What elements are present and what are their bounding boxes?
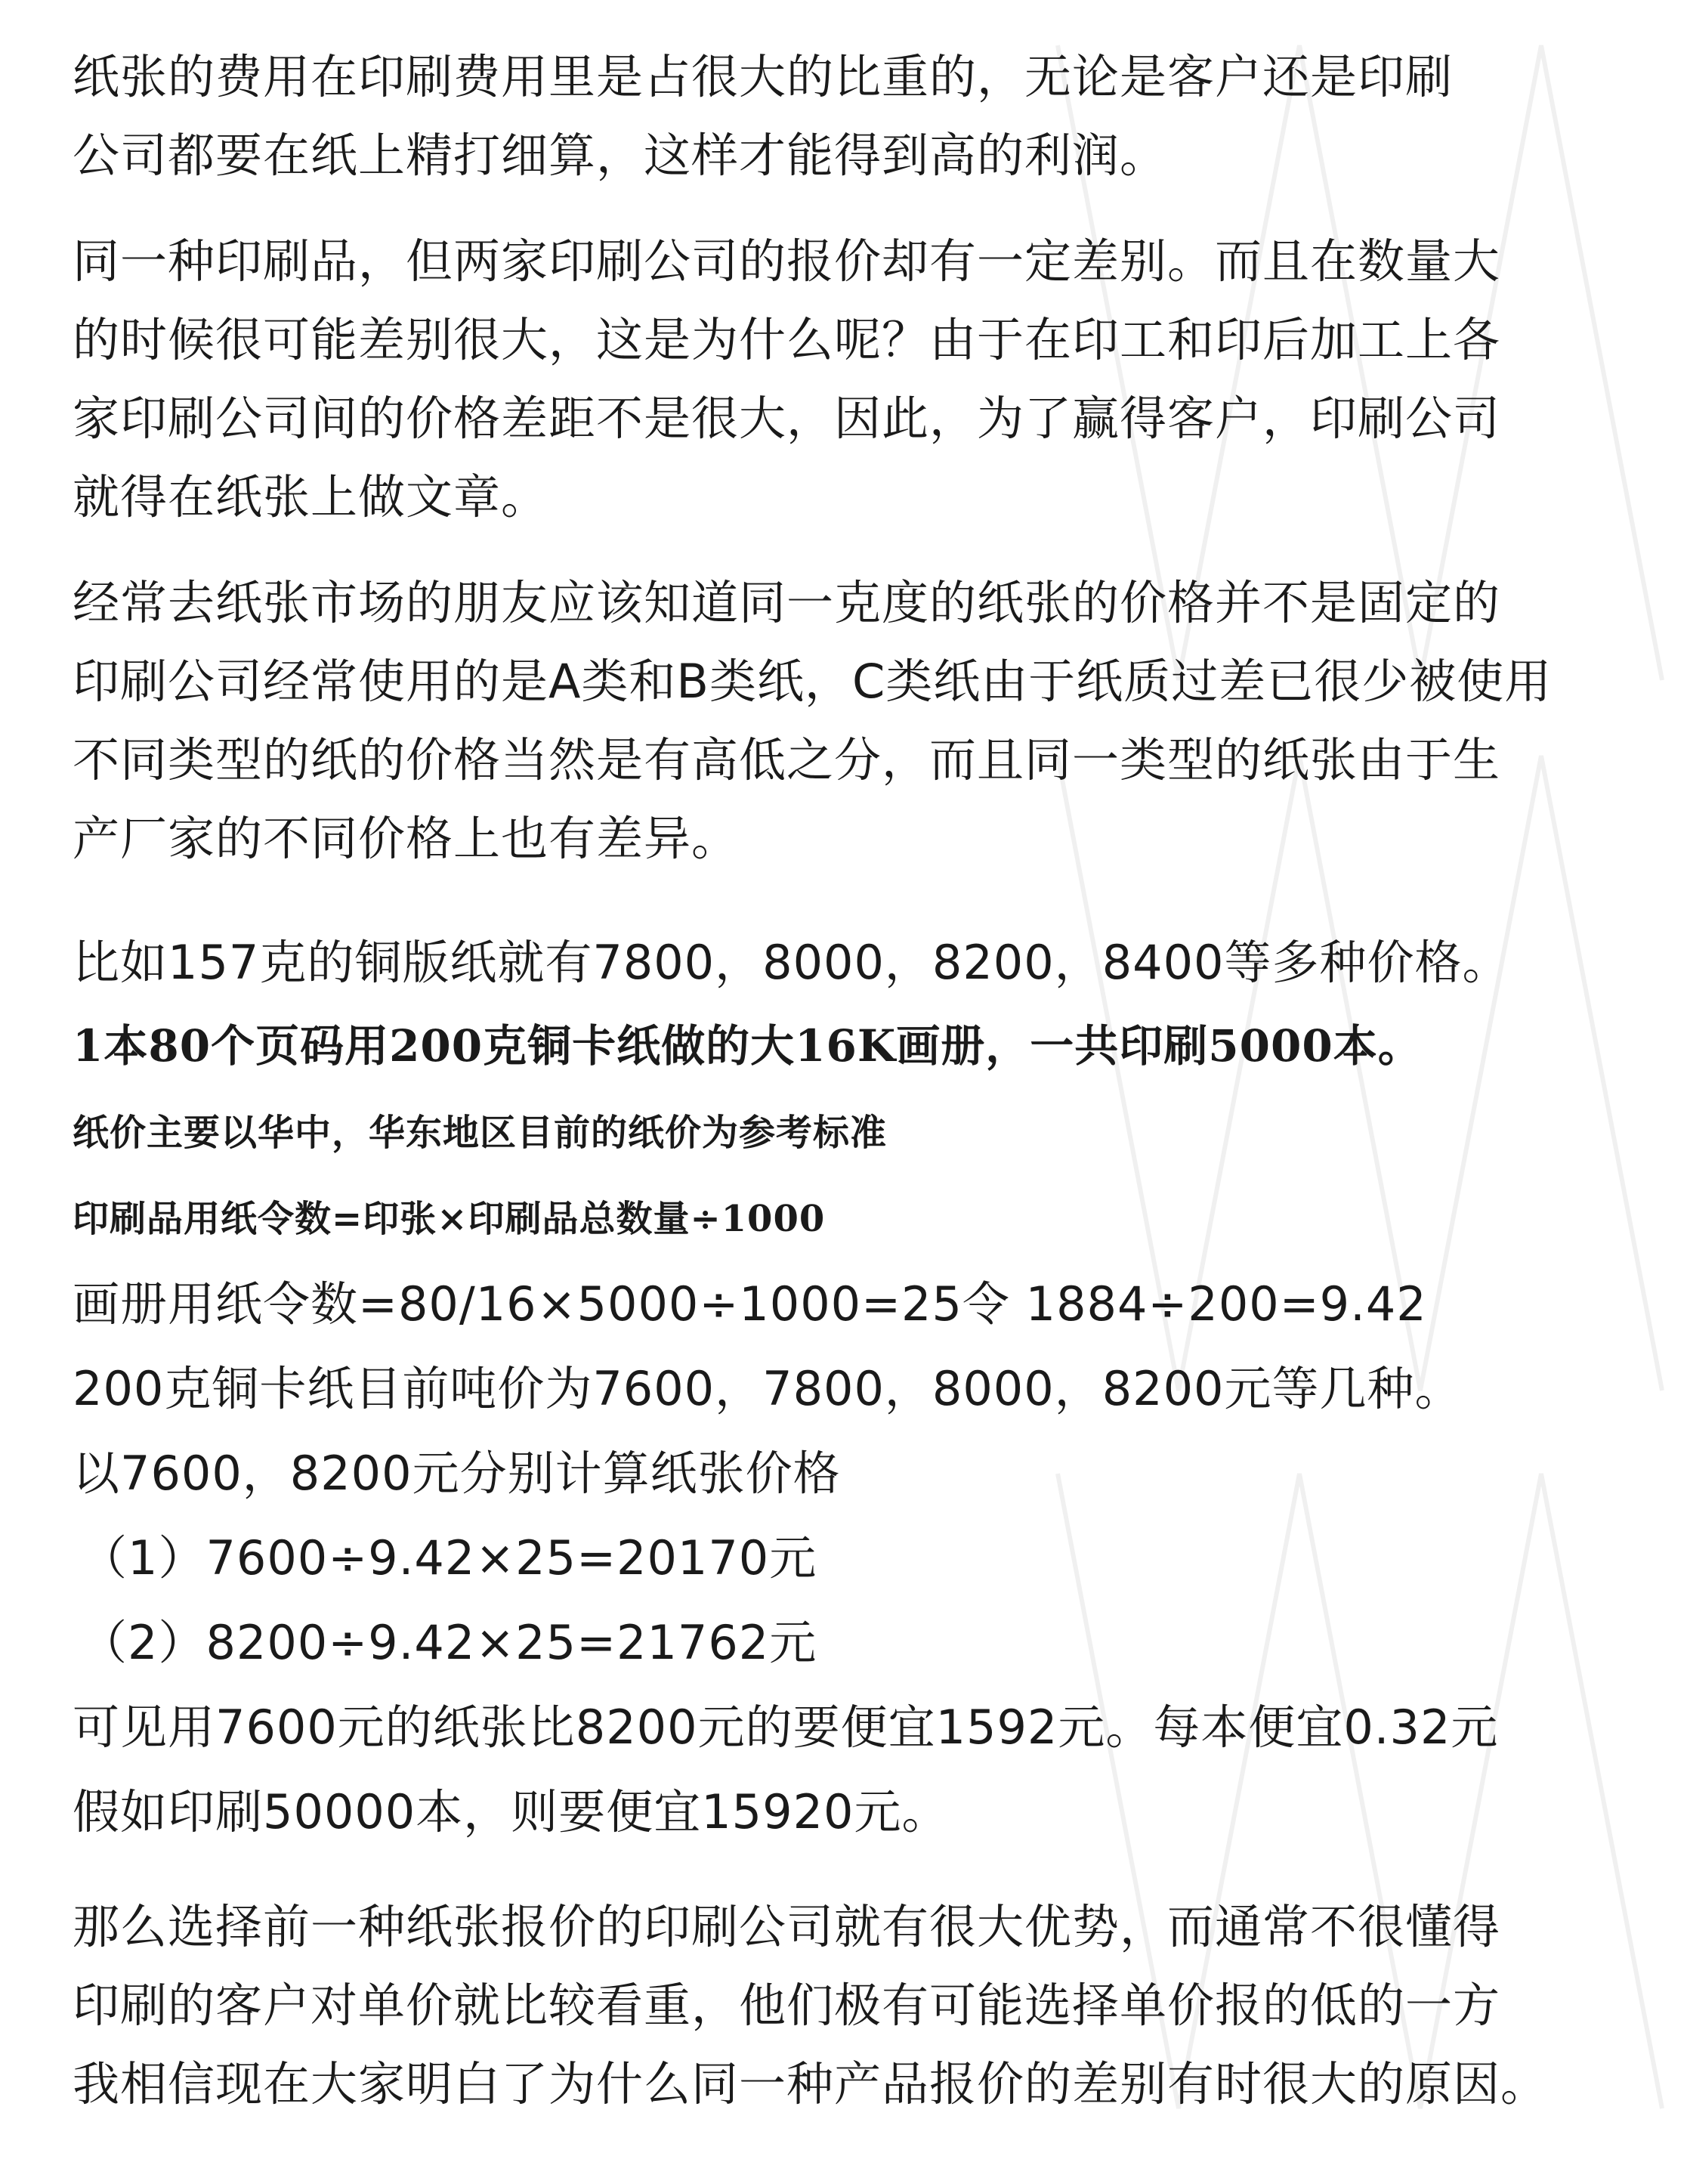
text-line: 公司都要在纸上精打细算，这样才能得到高的利润。: [73, 128, 1168, 183]
text-line: 我相信现在大家明白了为什么同一种产品报价的差别有时很大的原因。: [73, 2056, 1549, 2111]
text-line: 的时候很可能差别很大，这是为什么呢？由于在印工和印后加工上各: [73, 312, 1501, 367]
text-line: 那么选择前一种纸张报价的印刷公司就有很大优势，而通常不很懂得: [73, 1899, 1501, 1954]
text-line: 产厂家的不同价格上也有差异。: [73, 811, 740, 866]
paragraph-2: [73, 222, 1644, 537]
price-example: 比如157克的铜版纸就有7800，8000，8200，8400等多种价格。: [73, 935, 1510, 990]
price-reference-note: 纸价主要以华中，华东地区目前的纸价为参考标准: [73, 1112, 888, 1154]
ream-formula: 印刷品用纸令数=印张×印刷品总数量÷1000: [73, 1198, 826, 1240]
article-body: [73, 38, 1644, 2124]
text-line: 经常去纸张市场的朋友应该知道同一克度的纸张的价格并不是固定的: [73, 575, 1501, 630]
calculation-block: [73, 1262, 1644, 1855]
paragraph-4: [73, 1888, 1644, 2124]
calc-line: 画册用纸令数=80/16×5000÷1000=25令 1884÷200=9.42: [73, 1276, 1427, 1332]
text-line: 纸张的费用在印刷费用里是占很大的比重的，无论是客户还是印刷: [73, 49, 1454, 104]
calc-line: 以7600，8200元分别计算纸张价格: [73, 1446, 841, 1501]
text-line: 印刷公司经常使用的是A类和B类纸，C类纸由于纸质过差已很少被使用: [73, 654, 1553, 709]
paragraph-3: [73, 564, 1644, 878]
calc-line: （2）8200÷9.42×25=21762元: [80, 1615, 817, 1670]
calc-line: 假如印刷50000本，则要便宜15920元。: [73, 1784, 950, 1839]
text-line: 同一种印刷品，但两家印刷公司的报价却有一定差别。而且在数量大: [73, 234, 1501, 289]
text-line: 就得在纸张上做文章。: [73, 469, 549, 524]
text-line: 印刷的客户对单价就比较看重，他们极有可能选择单价报的低的一方: [73, 1978, 1501, 2033]
calc-line: 200克铜卡纸目前吨价为7600，7800，8000，8200元等几种。: [73, 1361, 1463, 1416]
paragraph-1: [73, 38, 1644, 195]
text-line: 家印刷公司间的价格差距不是很大，因此，为了赢得客户，印刷公司: [73, 391, 1501, 446]
text-line: 不同类型的纸的价格当然是有高低之分，而且同一类型的纸张由于生: [73, 732, 1501, 787]
calculation-title: 1本80个页码用200克铜卡纸做的大16K画册，一共印刷5000本。: [73, 1020, 1423, 1072]
calc-line: （1）7600÷9.42×25=20170元: [80, 1530, 817, 1585]
calc-line: 可见用7600元的纸张比8200元的要便宜1592元。每本便宜0.32元: [73, 1700, 1499, 1755]
